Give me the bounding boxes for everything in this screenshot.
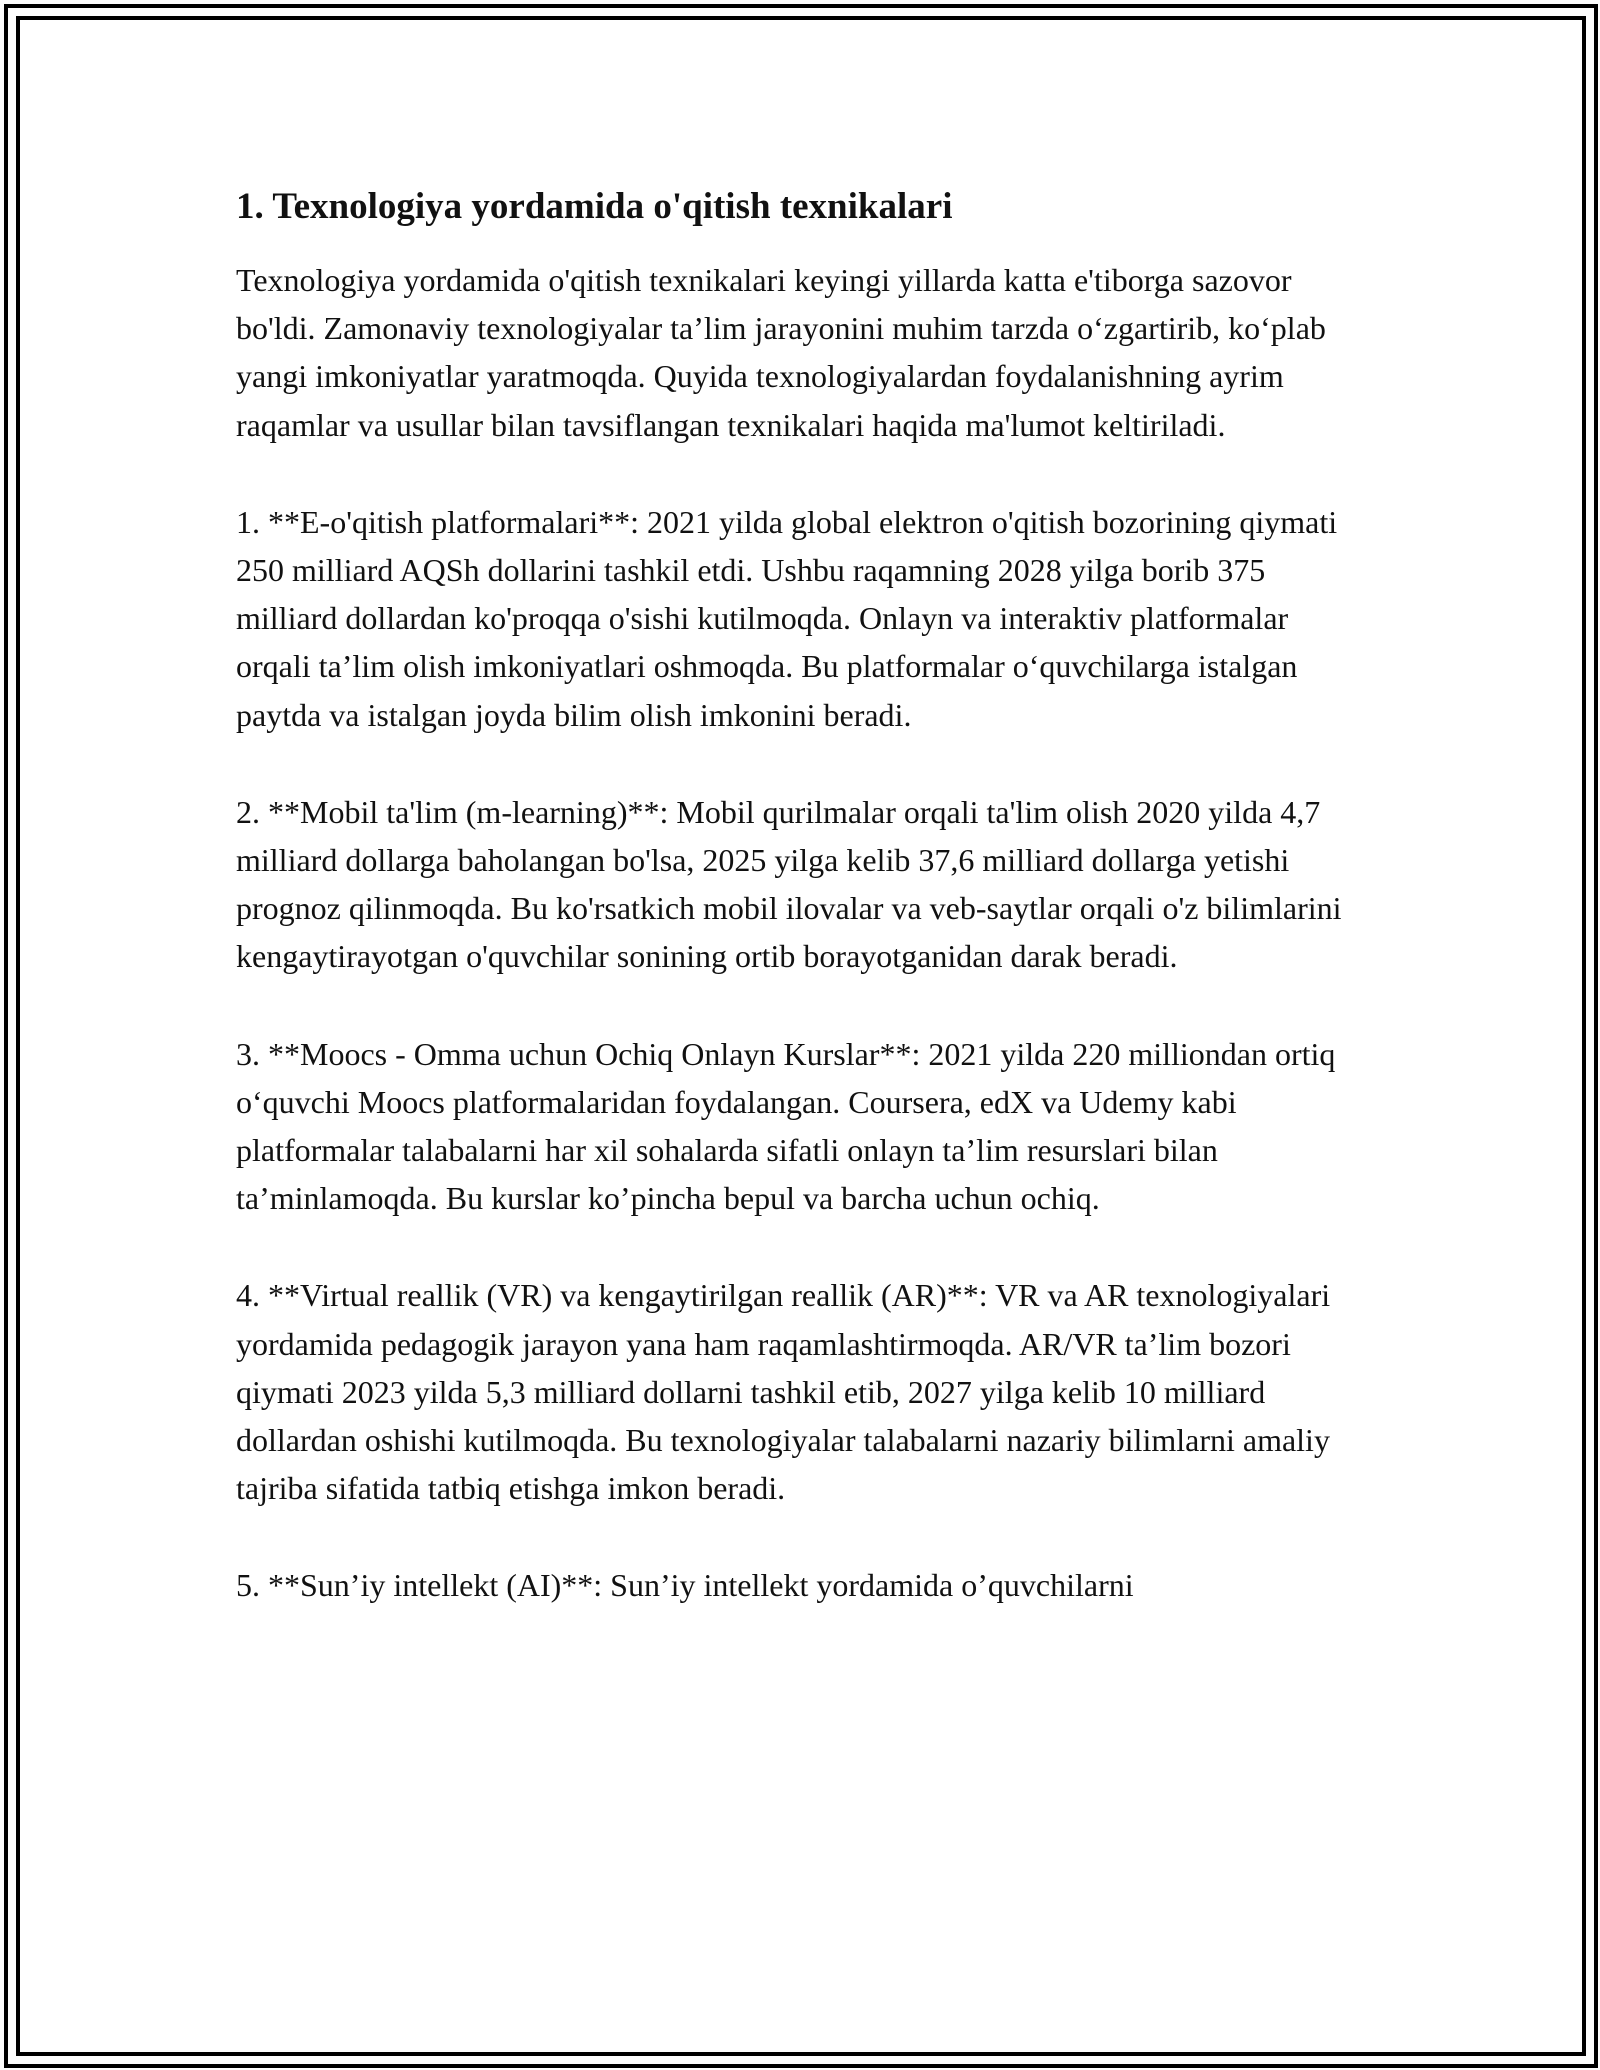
list-item-ai: 5. **Sun’iy intellekt (AI)**: Sun’iy intellekt yordamida o’quvchilarni <box>236 1567 1134 1604</box>
intro-paragraph: Texnologiya yordamida o'qitish texnikalari keyingi yillarda katta e'tiborga sazovor bo'ldi. Zamonaviy texnologiyalar ta’lim jarayonini muhim tarzda o‘zgartirib, ko‘plab yangi imkoniyatlar yaratmoqda. Quyida texnologiyalardan foydalanishning ayrim raqamlar va usullar bilan tavsiflangan texnikalari haqida ma'lumot keltiriladi. <box>236 262 1326 443</box>
document-body <box>236 184 1366 1659</box>
section-heading: 1. Texnologiya yordamida o'qitish texnikalari <box>236 186 953 227</box>
list-item-e-learning: 1. **E-o'qitish platformalari**: 2021 yilda global elektron o'qitish bozorining qiymati 250 milliard AQSh dollarini tashkil etdi. Ushbu raqamning 2028 yilga borib 375 milliard dollardan ko'proqqa o'sishi kutilmoqda. Onlayn va interaktiv platformalar orqali ta’lim olish imkoniyatlari oshmoqda. Bu platformalar o‘quvchilarga istalgan paytda va istalgan joyda bilim olish imkonini beradi. <box>236 503 1338 733</box>
list-item-mobile-learning: 2. **Mobil ta'lim (m-learning)**: Mobil qurilmalar orqali ta'lim olish 2020 yilda 4,7 milliard dollarga baholangan bo'lsa, 2025 yilga kelib 37,6 milliard dollarga yetishi prognoz qilinmoqda. Bu ko'rsatkich mobil ilovalar va veb-saytlar orqali o'z bilimlarini kengaytirayotgan o'quvchilar sonining ortib borayotganidan darak beradi. <box>236 793 1342 975</box>
list-item-moocs: 3. **Moocs - Omma uchun Ochiq Onlayn Kurslar**: 2021 yilda 220 milliondan ortiq o‘quvchi Moocs platformalaridan foydalangan. Coursera, edX va Udemy kabi platformalar talabalarni har xil sohalarda sifatli onlayn ta’lim resurslari bilan ta’minlamoqda. Bu kurslar ko’pincha bepul va barcha uchun ochiq. <box>236 1035 1336 1217</box>
list-item-vr-ar: 4. **Virtual reallik (VR) va kengaytirilgan reallik (AR)**: VR va AR texnologiyalari yordamida pedagogik jarayon yana ham raqamlashtirmoqda. AR/VR ta’lim bozori qiymati 2023 yilda 5,3 milliard dollarni tashkil etib, 2027 yilga kelib 10 milliard dollardan oshishi kutilmoqda. Bu texnologiyalar talabalarni nazariy bilimlarni amaliy tajriba sifatida tatbiq etishga imkon beradi. <box>236 1277 1331 1507</box>
